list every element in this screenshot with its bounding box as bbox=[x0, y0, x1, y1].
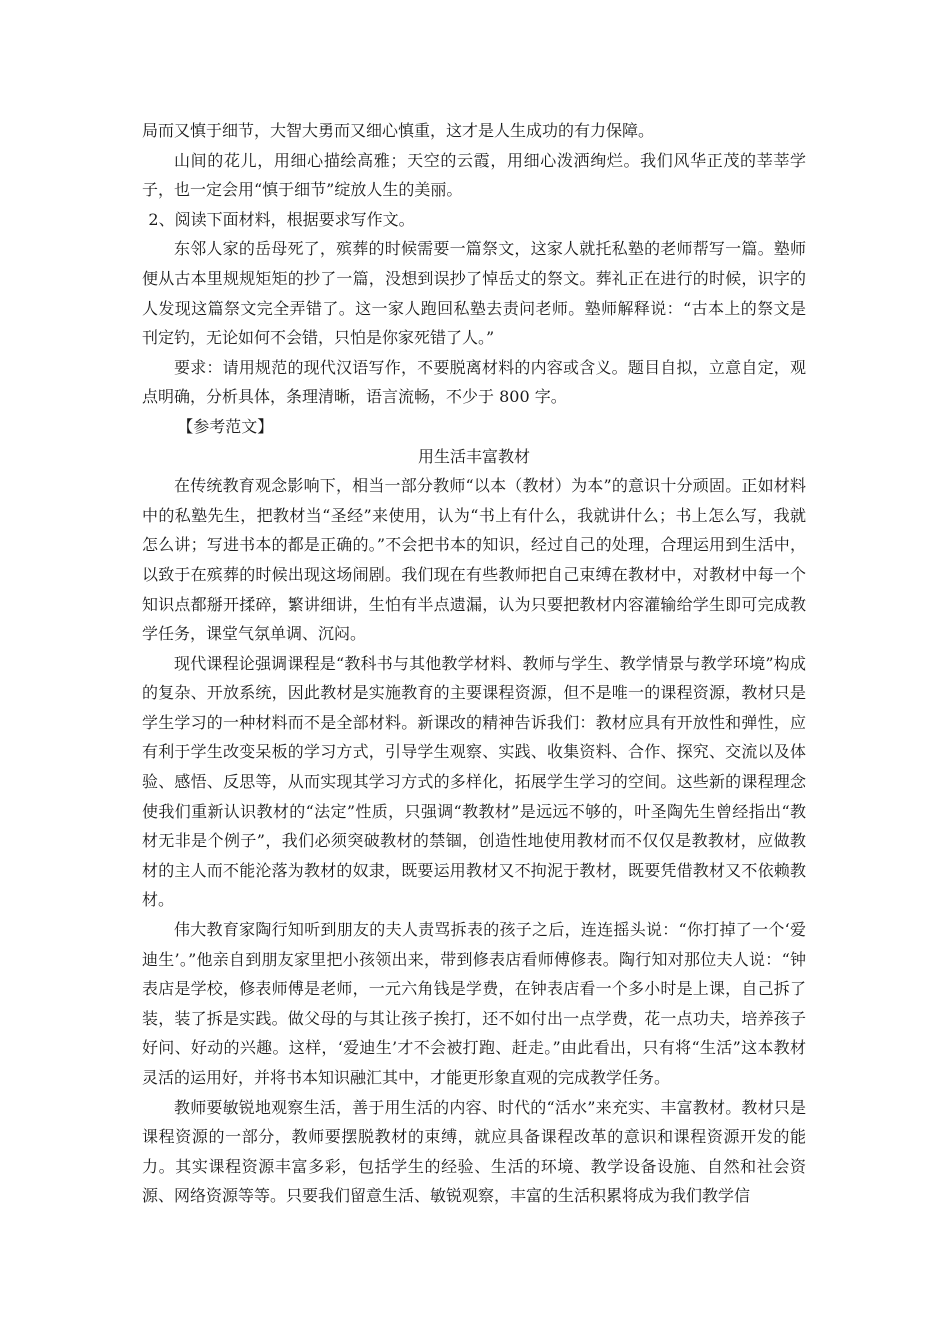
document-body bbox=[142, 116, 806, 1211]
paragraph-closing: 山间的花儿，用细心描绘高雅；天空的云霞，用细心泼洒绚烂。我们风华正茂的莘莘学子，也一定会用“慎于细节”绽放人生的美丽。 bbox=[142, 150, 806, 200]
material-paragraph: 东邻人家的岳母死了，殡葬的时候需要一篇祭文，这家人就托私塾的老师帮写一篇。塾师便从古本里规规矩矩的抄了一篇，没想到误抄了悼岳丈的祭文。葬礼正在进行的时候，识字的人发现这篇祭文完全弄错了。这一家人跑回私塾去责问老师。塾师解释说：“古本上的祭文是刊定钓，无论如何不会错，只怕是你家死错了人。” bbox=[142, 239, 806, 348]
essay-paragraph: 现代课程论强调课程是“教科书与其他教学材料、教师与学生、教学情景与教学环境”构成的复杂、开放系统，因此教材是实施教育的主要课程资源，但不是唯一的课程资源，教材只是学生学习的一种材料而不是全部材料。新课改的精神告诉我们：教材应具有开放性和弹性，应有利于学生改变呆板的学习方式，引导学生观察、实践、收集资料、合作、探究、交流以及体验、感悟、反思等，从而实现其学习方式的多样化，拓展学生学习的空间。这些新的课程理念使我们重新认识教材的“法定”性质，只强调“教教材”是远远不够的，叶圣陶先生曾经指出“教材无非是个例子”，我们必须突破教材的禁锢，创造性地使用教材而不仅仅是教教材，应做教材的主人而不能沦落为教材的奴隶，既要运用教材又不拘泥于教材，既要凭借教材又不依赖教材。 bbox=[142, 653, 806, 910]
reference-essay-label: 【参考范文】 bbox=[177, 416, 274, 436]
essay-paragraph: 在传统教育观念影响下，相当一部分教师“以本（教材）为本”的意识十分顽固。正如材料中的私塾先生，把教材当“圣经”来使用，认为“书上有什么，我就讲什么；书上怎么写，我就怎么讲；写进书本的都是正确的。”不会把书本的知识，经过自己的处理，合理运用到生活中，以致于在殡葬的时候出现这场闹剧。我们现在有些教师把自己束缚在教材中，对教材中每一个知识点都掰开揉碎，繁讲细讲，生怕有半点遗漏，认为只要把教材内容灌输给学生即可完成教学任务，课堂气氛单调、沉闷。 bbox=[142, 476, 806, 644]
essay-paragraph: 伟大教育家陶行知听到朋友的夫人责骂拆表的孩子之后，连连摇头说：“你打掉了一个‘爱迪生’。”他亲自到朋友家里把小孩领出来，带到修表店看师傅修表。陶行知对那位夫人说：“钟表店是学校，修表师傅是老师，一元六角钱是学费，在钟表店看一个多小时是上课，自己拆了装，装了拆是实践。做父母的与其让孩子挨打，还不如付出一点学费，花一点功夫，培养孩子好问、好动的兴趣。这样，‘爱迪生’才不会被打跑、赶走。”由此看出，只有将“生活”这本教材灵活的运用好，并将书本知识融汇其中，才能更形象直观的完成教学任务。 bbox=[142, 920, 806, 1087]
question-heading: 2、阅读下面材料，根据要求写作文。 bbox=[148, 209, 415, 229]
requirements-paragraph: 要求：请用规范的现代汉语写作，不要脱离材料的内容或含义。题目自拟，立意自定，观点明确，分析具体，条理清晰，语言流畅，不少于 800 字。 bbox=[142, 357, 806, 407]
essay-title: 用生活丰富教材 bbox=[417, 446, 530, 466]
paragraph-continuation: 局而又慎于细节，大智大勇而又细心慎重，这才是人生成功的有力保障。 bbox=[142, 121, 655, 140]
essay-paragraph: 教师要敏锐地观察生活，善于用生活的内容、时代的“活水”来充实、丰富教材。教材只是课程资源的一部分，教师要摆脱教材的束缚，就应具备课程改革的意识和课程资源开发的能力。其实课程资源丰富多彩，包括学生的经验、生活的环境、教学设备设施、自然和社会资源、网络资源等等。只要我们留意生活、敏锐观察，丰富的生活积累将成为我们教学信 bbox=[142, 1097, 806, 1206]
